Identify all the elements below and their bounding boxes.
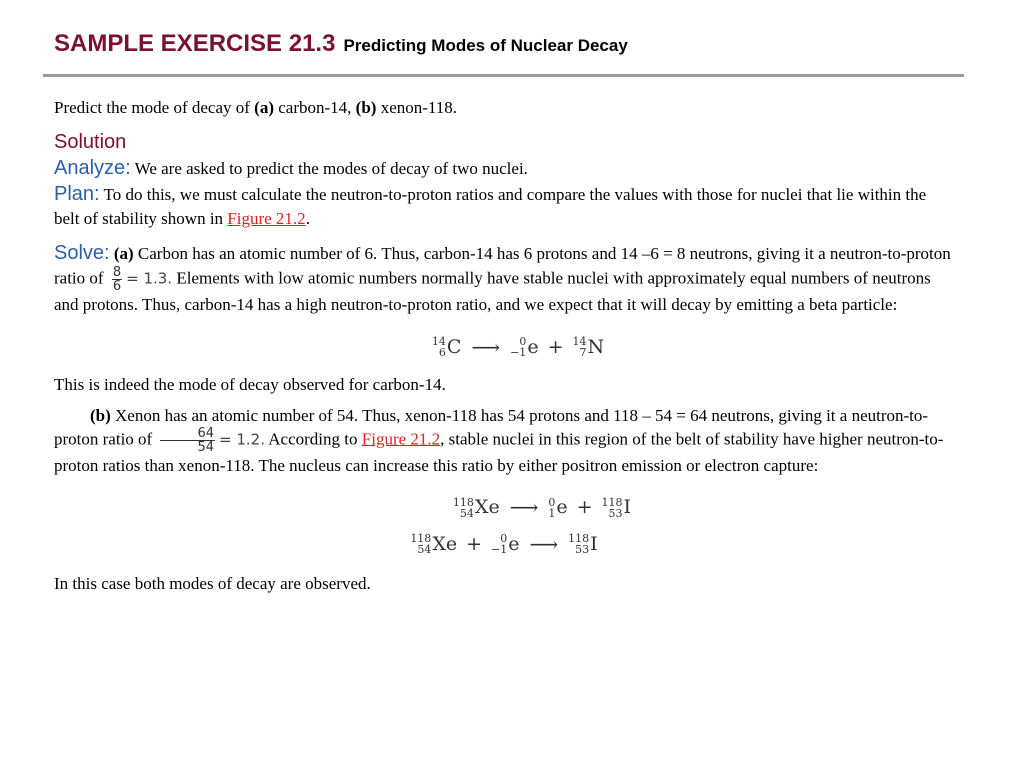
- title-bar: [54, 30, 628, 58]
- analyze-paragraph: Analyze: We are asked to predict the modes of decay of two nuclei.: [54, 157, 528, 179]
- equation-electron-capture: 118 54 Xe + 0 −1 e ⟶ 118 53 I: [410, 531, 598, 556]
- plan-label: Plan:: [54, 183, 100, 205]
- solution-heading: Solution: [54, 131, 127, 153]
- solve-part-a: Solve: (a) Carbon has an atomic number of 6. Thus, carbon-14 has 6 protons and 14 –6 = 8 neutrons, giving it a neutron-to-proton ratio of $\frac{8}{6}$ = 1.3. Elements with low atomic numbers normally have stable nuclei with approximately equal numbers of neutrons and protons. Thus, carbon-14 has a high neutron-to-proton ratio, and we expect that it will decay by emitting a beta particle:: [54, 242, 951, 314]
- ratio-fraction-carbon: $\frac{8}{6}$: [112, 265, 122, 294]
- reaction-arrow-icon: ⟶: [529, 531, 559, 556]
- solve-part-b: (b) Xenon has an atomic number of 54. Thus, xenon-118 has 54 protons and 118 – 54 = 64 neutrons, giving it a neutron-to-proton ratio of $\frac{64}{54}$ = 1.2. According to Figure 21.2, stable nuclei in this region of the belt of stability have higher neutron-to-proton ratios than xenon-118. The nucleus can increase this ratio by either positron emission or electron capture:: [54, 405, 944, 475]
- header-divider: [43, 74, 964, 77]
- final-conclusion: In this case both modes of decay are observed.: [54, 573, 371, 593]
- exercise-title: SAMPLE EXERCISE 21.3: [54, 30, 336, 57]
- exercise-subtitle: Predicting Modes of Nuclear Decay: [343, 36, 628, 55]
- carbon-conclusion: This is indeed the mode of decay observed for carbon-14.: [54, 374, 446, 394]
- reaction-arrow-icon: ⟶: [471, 334, 501, 359]
- equation-positron-emission: 118 54 Xe ⟶ 0 1 e + 118 53 I: [452, 495, 632, 520]
- solve-label: Solve:: [54, 242, 110, 264]
- ratio-fraction-xenon: $\frac{64}{54}$: [160, 427, 215, 454]
- problem-statement: Predict the mode of decay of (a) carbon-14, (b) xenon-118.: [54, 98, 458, 117]
- figure-link[interactable]: Figure 21.2: [227, 209, 306, 228]
- analyze-label: Analyze:: [54, 157, 131, 179]
- reaction-arrow-icon: ⟶: [509, 495, 539, 519]
- plan-paragraph: Plan: To do this, we must calculate the neutron-to-proton ratios and compare the values with those for nuclei that lie within the belt of stability shown in Figure 21.2.: [54, 183, 927, 228]
- equation-carbon-decay: 14 6 C ⟶ 0 −1 e + 14 7 N: [431, 334, 605, 359]
- figure-link-2[interactable]: Figure 21.2: [361, 428, 441, 448]
- slide-content: [54, 96, 954, 595]
